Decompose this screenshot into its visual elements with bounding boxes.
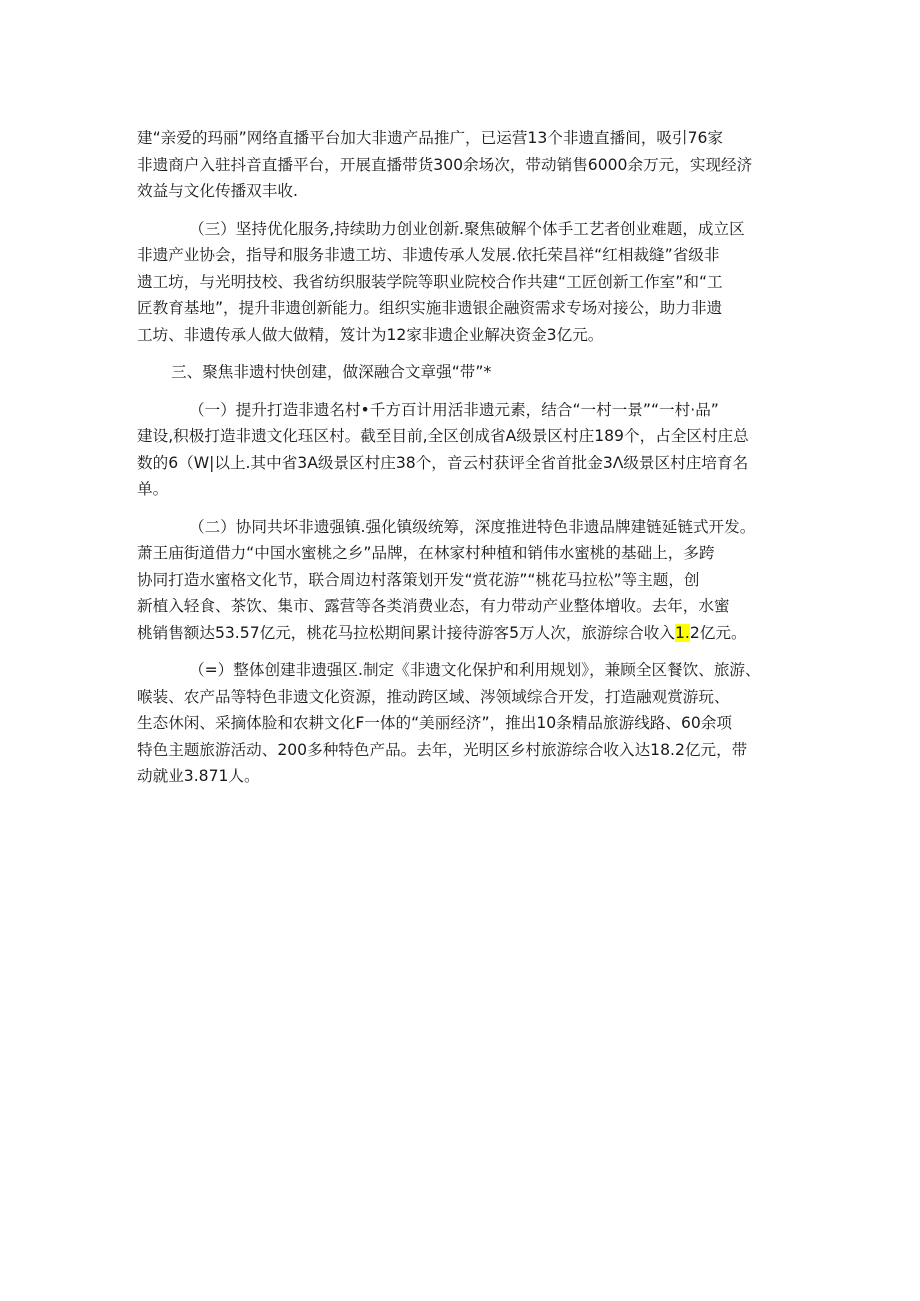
text-line: 建设,积极打造非遗文化珏区村。截至目前,全区创成省A级景区村庄189个，占全区村庄总 — [137, 427, 749, 445]
text-line: 非遗商户入驻抖音直播平台，开展直播带货300余场次，带动销售6000余万元，实现经济 — [137, 155, 753, 174]
section-three-heading: 三、聚焦非遗村快创建，做深融合文章强“带”* — [171, 363, 492, 381]
text-line: （=）整体创建非遗强区.制定《非遗文化保护和利用规划》，兼顾全区餐饮、旅游、 — [189, 661, 761, 679]
text-line: 特色主题旅游活动、200多种特色产品。去年，光明区乡村旅游综合收入达18.2亿元，带 — [137, 740, 748, 759]
paragraph-strong-district — [137, 657, 792, 790]
text-line: 非遗产业协会，指导和服务非遗工坊、非遗传承人发展.依托荣昌祥“红相裁缝”省级非 — [137, 246, 720, 264]
text-line: 生态休闲、采摘体脸和农耕文化F一体的“美丽经济”，推出10条精品旅游线路、60余项 — [137, 714, 732, 732]
paragraph-livestream — [137, 125, 792, 205]
paragraph-famous-village — [137, 397, 792, 503]
text-line — [137, 620, 792, 647]
text-line: 新植入轻食、茶饮、集市、露营等各类消费业态，有力带动产业整体增收。去年，水蜜 — [137, 597, 730, 615]
text-line: 数的6（W|以上.其中省3A级景区村庄38个，音云村获评全省首批金3Λ级景区村庄培育名 — [137, 453, 749, 472]
text-line: 工坊、非遗传承人做大做精，笈计为12家非遗企业解决资金3亿元。 — [137, 325, 604, 344]
text-line: 单。 — [137, 480, 169, 498]
text-segment: 2亿元。 — [689, 623, 747, 642]
text-line: 协同打造水蜜格文化节，联合周边村落策划开发“赏花游”“桃花马拉松”等主题，创 — [137, 570, 700, 589]
text-line: 建“亲爱的玛丽”网络直播平台加大非遗产品推广，已运营13个非遗直播间，吸引76家 — [137, 129, 724, 147]
text-line: 喉装、农产品等特色非遗文化资源，推动跨区域、涔领域综合开发，打造融观赏游玩、 — [137, 687, 730, 706]
text-line: 匠教育基地”，提升非遗创新能力。组织实施非遗银企融资需求专场对接公，助力非遗 — [137, 299, 723, 317]
highlighted-text: 1. — [674, 623, 690, 642]
document-body — [137, 125, 792, 801]
section-heading — [137, 359, 792, 386]
text-line: （二）协同共坏非遗强镇.强化镇级统筹，深度推进特色非遗品牌建链延链式开发。 — [189, 517, 756, 536]
paragraph-optimize-service — [137, 216, 792, 349]
text-line: 效益与文化传播双丰收. — [137, 182, 298, 200]
text-line: （三）坚持优化服务,持续助力创业创新.聚焦破解个体手工艺者创业难题，成立区 — [189, 219, 745, 238]
text-line: 遗工坊，与光明技校、我省纺织服装学院等职业院校合作共建“工匠创新工作室”和“工 — [137, 272, 723, 291]
text-line: 动就业3.871人。 — [137, 767, 260, 785]
text-line: （一）提升打造非遗名村•千方百计用活非遗元素，结合“一村一景”“一村·品” — [189, 400, 719, 419]
text-line: 萧王庙街道借力“中国水蜜桃之乡”品牌，在林家村种植和销伟水蜜桃的基础上，多跨 — [137, 544, 715, 562]
paragraph-famous-town — [137, 514, 792, 647]
text-segment: 桃销售额达53.57亿元，桃花马拉松期间累计接待游客5万人次，旅游综合收入 — [137, 623, 675, 642]
